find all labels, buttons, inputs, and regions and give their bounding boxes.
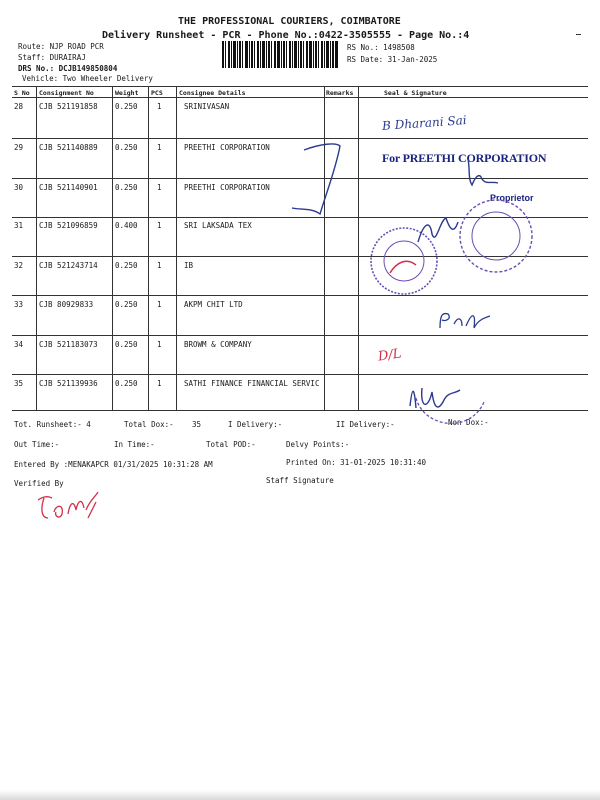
total-dox-label: Total Dox:- xyxy=(124,420,174,429)
row-consignment: CJB 521183073 xyxy=(39,340,98,349)
signature-icon xyxy=(414,212,460,252)
row-sno: 33 xyxy=(14,300,24,309)
signature-icon xyxy=(436,306,492,334)
row-sno: 34 xyxy=(14,340,24,349)
handwritten-receiver-name: B Dharani Sai xyxy=(381,113,468,133)
i-delivery: I Delivery:- xyxy=(228,420,283,429)
row-consignee: SRI LAKSADA TEX xyxy=(184,221,252,230)
row-divider xyxy=(12,295,588,296)
scan-edge xyxy=(0,790,600,800)
row-pcs: 1 xyxy=(157,340,162,349)
row-consignment: CJB 80929833 xyxy=(39,300,94,309)
row-weight: 0.250 xyxy=(115,261,138,270)
tot-runsheet: Tot. Runsheet:- 4 xyxy=(14,420,91,429)
row-pcs: 1 xyxy=(157,300,162,309)
row-consignee: AKPM CHIT LTD xyxy=(184,300,243,309)
row-divider xyxy=(12,374,588,375)
signature-icon xyxy=(34,488,100,528)
row-pcs: 1 xyxy=(157,261,162,270)
row-weight: 0.250 xyxy=(115,340,138,349)
row-weight: 0.250 xyxy=(115,143,138,152)
barcode-image xyxy=(222,41,338,68)
out-time: Out Time:- xyxy=(14,440,60,449)
staff-signature: Staff Signature xyxy=(266,476,334,485)
row-sno: 31 xyxy=(14,221,24,230)
row-weight: 0.400 xyxy=(115,221,138,230)
table-header-border xyxy=(12,97,588,98)
row-pcs: 1 xyxy=(157,183,162,192)
row-weight: 0.250 xyxy=(115,102,138,111)
col-header-seal: Seal & Signature xyxy=(384,89,447,97)
row-consignment: CJB 521139936 xyxy=(39,379,98,388)
round-seal-icon xyxy=(410,388,490,438)
row-weight: 0.250 xyxy=(115,183,138,192)
row-consignment: CJB 521140901 xyxy=(39,183,98,192)
table-top-border xyxy=(12,86,588,87)
route-label: Route: NJP ROAD PCR xyxy=(18,42,104,51)
printed-on: Printed On: 31-01-2025 10:31:40 xyxy=(286,458,426,467)
row-consignee: PREETHI CORPORATION xyxy=(184,183,270,192)
total-dox-value: 35 xyxy=(192,420,202,429)
row-sno: 35 xyxy=(14,379,24,388)
entered-by: Entered By :MENAKAPCR 01/31/2025 10:31:28 AM xyxy=(14,460,213,469)
company-name: THE PROFESSIONAL COURIERS, COIMBATORE xyxy=(178,16,401,27)
handwritten-remark: D/L xyxy=(377,346,403,365)
col-header-sno: S No xyxy=(14,89,30,97)
row-consignment: CJB 521140889 xyxy=(39,143,98,152)
row-consignment: CJB 521243714 xyxy=(39,261,98,270)
col-header-remarks: Remarks xyxy=(326,89,354,97)
row-weight: 0.250 xyxy=(115,300,138,309)
check-mark-icon xyxy=(290,138,350,222)
edge-mark xyxy=(576,34,581,35)
company-stamp-text: For PREETHI CORPORATION xyxy=(382,151,547,165)
drs-number: DRS No.: DCJB149850804 xyxy=(18,64,118,73)
row-weight: 0.250 xyxy=(115,379,138,388)
row-pcs: 1 xyxy=(157,143,162,152)
col-divider xyxy=(148,86,149,410)
row-sno: 30 xyxy=(14,183,24,192)
delvy-points: Delvy Points:- xyxy=(286,440,350,449)
row-sno: 28 xyxy=(14,102,24,111)
row-consignee: IB xyxy=(184,261,194,270)
col-header-consignment: Consignment No xyxy=(39,89,94,97)
row-sno: 29 xyxy=(14,143,24,152)
row-divider xyxy=(12,335,588,336)
table-bottom-border xyxy=(12,410,588,411)
rs-date: RS Date: 31-Jan-2025 xyxy=(347,55,438,64)
row-pcs: 1 xyxy=(157,379,162,388)
col-header-weight: Weight xyxy=(115,89,139,97)
col-divider xyxy=(176,86,177,410)
row-consignee: BROWM & COMPANY xyxy=(184,340,252,349)
col-header-pcs: PCS xyxy=(151,89,163,97)
row-consignee: SRINIVASAN xyxy=(184,102,230,111)
row-consignee: PREETHI CORPORATION xyxy=(184,143,270,152)
col-header-consignee: Consignee Details xyxy=(179,89,246,97)
row-consignment: CJB 521096859 xyxy=(39,221,98,230)
staff-label: Staff: DURAIRAJ xyxy=(18,53,86,62)
col-divider xyxy=(112,86,113,410)
col-divider xyxy=(324,86,325,410)
vehicle-label: Vehicle: Two Wheeler Delivery xyxy=(22,74,153,83)
row-consignee: SATHI FINANCE FINANCIAL SERVIC xyxy=(184,379,320,388)
row-pcs: 1 xyxy=(157,102,162,111)
row-consignment: CJB 521191858 xyxy=(39,102,98,111)
runsheet-title: Delivery Runsheet - PCR - Phone No.:0422-3505555 - Page No.:4 xyxy=(102,30,470,41)
round-seal-icon xyxy=(456,196,536,276)
in-time: In Time:- xyxy=(114,440,155,449)
non-dox: Non Dox:- xyxy=(448,418,489,427)
col-divider xyxy=(358,86,359,410)
total-pod: Total POD:- xyxy=(206,440,256,449)
row-sno: 32 xyxy=(14,261,24,270)
row-pcs: 1 xyxy=(157,221,162,230)
ii-delivery: II Delivery:- xyxy=(336,420,395,429)
verified-by: Verified By xyxy=(14,479,64,488)
signature-icon xyxy=(462,155,502,189)
stamp-proprietor: Proprietor xyxy=(490,193,534,203)
col-divider xyxy=(36,86,37,410)
rs-number: RS No.: 1498508 xyxy=(347,43,415,52)
